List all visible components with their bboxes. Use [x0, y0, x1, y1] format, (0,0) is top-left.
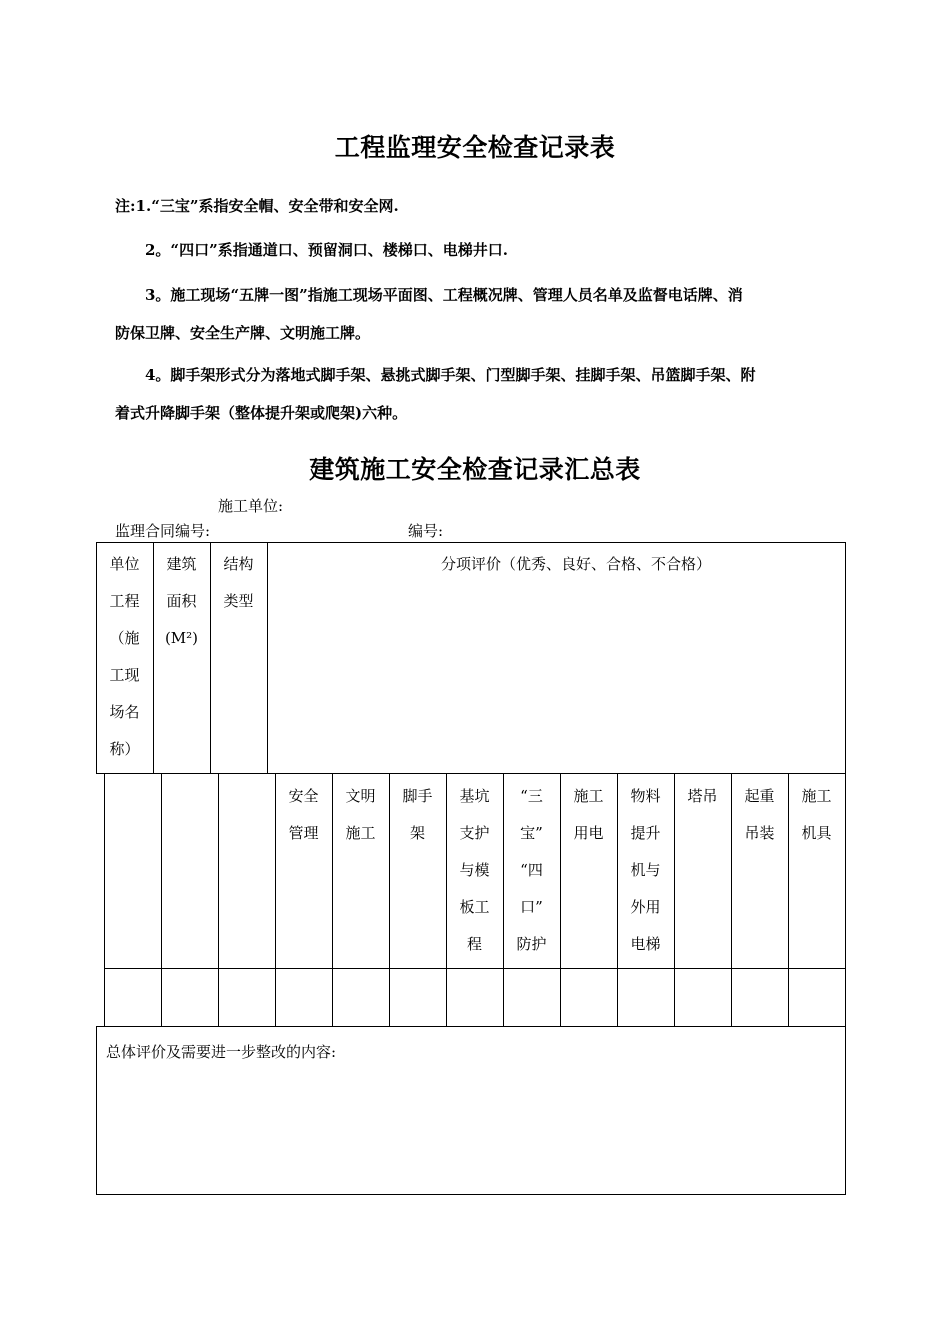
overall-evaluation-label: 总体评价及需要进一步整改的内容:	[106, 1043, 337, 1061]
item-construction-machinery: 施工 机具	[801, 787, 832, 842]
item-three-treasures-four-openings: “三 宝” “四 口” 防护	[516, 787, 547, 953]
note-3-line2: 防保卫牌、安全生产牌、文明施工牌。	[115, 324, 371, 342]
note-4-line1: 4。脚手架形式分为落地式脚手架、悬挑式脚手架、门型脚手架、挂脚手架、吊篮脚手架、附	[145, 366, 756, 384]
page-title: 工程监理安全检查记录表	[334, 133, 616, 162]
column-unit-project: 单位 工程 （施 工现 场名 称）	[109, 555, 140, 758]
item-material-hoist-elevator: 物料 提升 机与 外用 电梯	[630, 787, 661, 953]
note-3-line1: 3。施工现场“五牌一图”指施工现场平面图、工程概况牌、管理人员名单及监督电话牌、消	[145, 286, 743, 304]
summary-title: 建筑施工安全检查记录汇总表	[309, 455, 641, 484]
serial-number-label: 编号:	[408, 522, 444, 540]
item-construction-electricity: 施工 用电	[573, 787, 604, 842]
note-1: 注:1.“三宝”系指安全帽、安全带和安全网.	[115, 197, 399, 215]
item-scaffolding: 脚手 架	[402, 787, 433, 842]
column-item-evaluation: 分项评价（优秀、良好、合格、不合格）	[440, 555, 711, 573]
item-tower-crane: 塔吊	[687, 787, 718, 805]
construction-unit-label: 施工单位:	[218, 497, 284, 515]
item-safety-management: 安全 管理	[288, 787, 319, 842]
note-4-line2: 着式升降脚手架（整体提升架或爬架)六种。	[115, 404, 408, 422]
column-building-area: 建筑 面积 (M²)	[164, 555, 199, 647]
column-structure-type: 结构 类型	[223, 555, 254, 610]
contract-number-label: 监理合同编号:	[115, 522, 211, 540]
item-lifting-hoisting: 起重 吊装	[744, 787, 775, 842]
item-foundation-pit-formwork: 基坑 支护 与模 板工 程	[459, 787, 490, 953]
note-2: 2。“四口”系指通道口、预留洞口、楼梯口、电梯井口.	[145, 241, 508, 259]
item-civilized-construction: 文明 施工	[345, 787, 376, 842]
